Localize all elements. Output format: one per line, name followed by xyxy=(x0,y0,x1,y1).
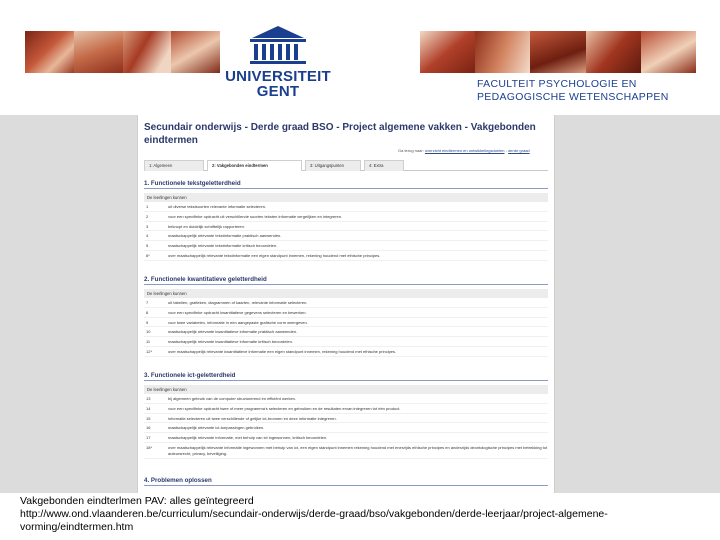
table-row xyxy=(144,347,548,357)
logo-wordmark xyxy=(223,69,333,99)
row-text: maatschappelijk relevante tekstinformatie kritisch beoordelen. xyxy=(168,243,278,249)
header xyxy=(0,0,720,115)
section-problemen-oplossen xyxy=(144,476,548,490)
table-row xyxy=(144,212,548,222)
table-row xyxy=(144,414,548,424)
row-text: maatschappelijk relevante informatie, met behulp van ict ingewonnen, kritisch beoordelen. xyxy=(168,435,328,441)
row-text: maatschappelijk relevante kwantitatieve informatie praktisch aanwenden. xyxy=(168,329,298,335)
row-text: bij algemeen gebruik van de computer structurerend en efficiënt werken. xyxy=(168,396,296,401)
row-number: 9 xyxy=(146,319,149,325)
tab-vakgebonden-eindtermen[interactable]: 2: Vakgebonden eindtermen xyxy=(207,160,302,171)
row-number: 6* xyxy=(146,252,150,258)
row-number: 14 xyxy=(146,405,151,411)
table-row xyxy=(144,433,548,443)
row-text: maatschappelijk relevante kwantitatieve informatie kritisch beoordelen. xyxy=(168,339,293,345)
logo-line-1: UNIVERSITEIT xyxy=(225,68,331,85)
section-header: De leerlingen kunnen xyxy=(144,385,548,394)
row-number: 1 xyxy=(146,204,149,209)
table-row xyxy=(144,443,548,459)
section-title: 4. Problemen oplossen xyxy=(144,476,548,486)
row-number: 5 xyxy=(146,243,149,249)
row-text: over maatschappelijk relevante kwantitatieve informatie een eigen standpunt innemen, rekening houdend met ethische principes. xyxy=(168,348,397,354)
table-row xyxy=(144,394,548,404)
row-number: 16 xyxy=(146,425,151,431)
table-row xyxy=(144,241,548,251)
section-kwantitatieve-geletterdheid xyxy=(144,275,548,357)
row-text: informatie selecteren uit twee verschillende of gelijke ict-bronnen en deze informatie integreren. xyxy=(168,415,337,421)
university-logo xyxy=(223,24,333,106)
section-header: De leerlingen kunnen xyxy=(144,193,548,202)
breadcrumb-link-derde-graad[interactable]: derde graad xyxy=(508,148,530,153)
row-number: 12* xyxy=(146,348,153,354)
section-header: De leerlingen kunnen xyxy=(144,289,548,298)
header-photo-strip-right xyxy=(420,31,696,73)
faculty-line-1: FACULTEIT PSYCHOLOGIE EN xyxy=(477,78,637,90)
row-number: 4 xyxy=(146,233,149,239)
row-text: uit tabellen, grafieken, diagrammen of kaarten, relevante informatie selecteren. xyxy=(168,300,308,305)
table-row xyxy=(144,308,548,318)
table-row xyxy=(144,327,548,337)
row-text: over maatschappelijk relevante tekstinformatie een eigen standpunt innemen, rekening houdend met ethische principes. xyxy=(168,252,381,258)
table-row xyxy=(144,423,548,433)
building-icon xyxy=(223,24,333,68)
tab-extra[interactable]: 4: Extra xyxy=(364,160,404,171)
row-number: 15 xyxy=(146,415,151,421)
section-ict-geletterdheid xyxy=(144,371,548,459)
table-row xyxy=(144,318,548,328)
tab-algemeen[interactable]: 1: Algemeen xyxy=(144,160,204,171)
caption-url[interactable]: http://www.ond.vlaanderen.be/curriculum/secundair-onderwijs/derde-graad/bso/vakgebonden/derde-leerjaar/project-algemene-vorming/eindtermen.htm xyxy=(20,508,608,533)
row-text: voor een specifieke opdracht uit verschillende soorten teksten informatie vergelijken en integreren. xyxy=(168,213,343,219)
row-number: 2 xyxy=(146,213,149,219)
breadcrumb-link-overview[interactable]: overzicht eindtermen en ontwikkelingsdoelen xyxy=(424,148,505,153)
section-title: 2. Functionele kwantitatieve geletterdheid xyxy=(144,275,548,285)
table-row xyxy=(144,337,548,347)
row-text: voor twee variabelen, informatie in een aangepaste grafische vorm weergeven. xyxy=(168,319,308,325)
caption-title: Vakgebonden eindterlmen PAV: alles geïntegreerd xyxy=(20,495,254,507)
caption xyxy=(20,495,710,534)
tab-bar xyxy=(144,160,548,171)
row-number: 7 xyxy=(146,300,149,305)
faculty-name xyxy=(477,78,677,104)
table-row xyxy=(144,231,548,241)
table-row xyxy=(144,222,548,232)
row-text: uit diverse tekstsoorten relevante informatie selecteren. xyxy=(168,204,267,209)
table-row xyxy=(144,404,548,414)
row-number: 10 xyxy=(146,329,151,335)
row-number: 18* xyxy=(146,444,153,450)
faculty-line-2: PEDAGOGISCHE WETENSCHAPPEN xyxy=(477,91,669,103)
row-text: voor een specifieke opdracht kwantitatieve gegevens selecteren en bewerken. xyxy=(168,309,307,315)
section-title: 3. Functionele ict-geletterdheid xyxy=(144,371,548,381)
table-row xyxy=(144,298,548,308)
logo-line-2: GENT xyxy=(256,83,300,100)
row-number: 3 xyxy=(146,223,149,229)
row-text: voor een specifieke opdracht twee of meer programma's selecteren en gebruiken en de resultaten ervan integreren tot één product. xyxy=(168,405,401,411)
row-text: maatschappelijk relevante tekstinformatie praktisch aanwenden. xyxy=(168,233,282,239)
tab-uitgangspunten[interactable]: 3: Uitgangspunten xyxy=(305,160,361,171)
table-row xyxy=(144,202,548,212)
row-number: 11 xyxy=(146,339,151,345)
breadcrumb-separator: - xyxy=(504,148,509,153)
breadcrumb xyxy=(398,148,553,153)
header-photo-strip-left xyxy=(25,31,220,73)
row-number: 8 xyxy=(146,309,149,315)
row-text: maatschappelijk relevante ict-toepassingen gebruiken. xyxy=(168,425,265,431)
table-row xyxy=(144,251,548,261)
section-tekstgeletterdheid xyxy=(144,179,548,261)
row-text: over maatschappelijk relevante informatie ingewonnen met behulp van ict, een eigen standpunt innemen rekening houdend met enerzijds ethische principes en anderzijds deontologische principes met betrekking tot auteursrecht, privacy, beveiliging. xyxy=(168,444,548,456)
row-number: 13 xyxy=(146,396,151,401)
page-title: Secundair onderwijs - Derde graad BSO - Project algemene vakken - Vakgebonden eindtermen xyxy=(144,122,536,146)
row-number: 17 xyxy=(146,435,151,441)
breadcrumb-prefix: Ga terug naar: xyxy=(398,148,425,153)
embedded-screenshot xyxy=(137,115,555,493)
section-title: 1. Functionele tekstgeletterdheid xyxy=(144,179,548,189)
row-text: beknopt en duidelijk schriftelijk rapporteren. xyxy=(168,223,245,229)
